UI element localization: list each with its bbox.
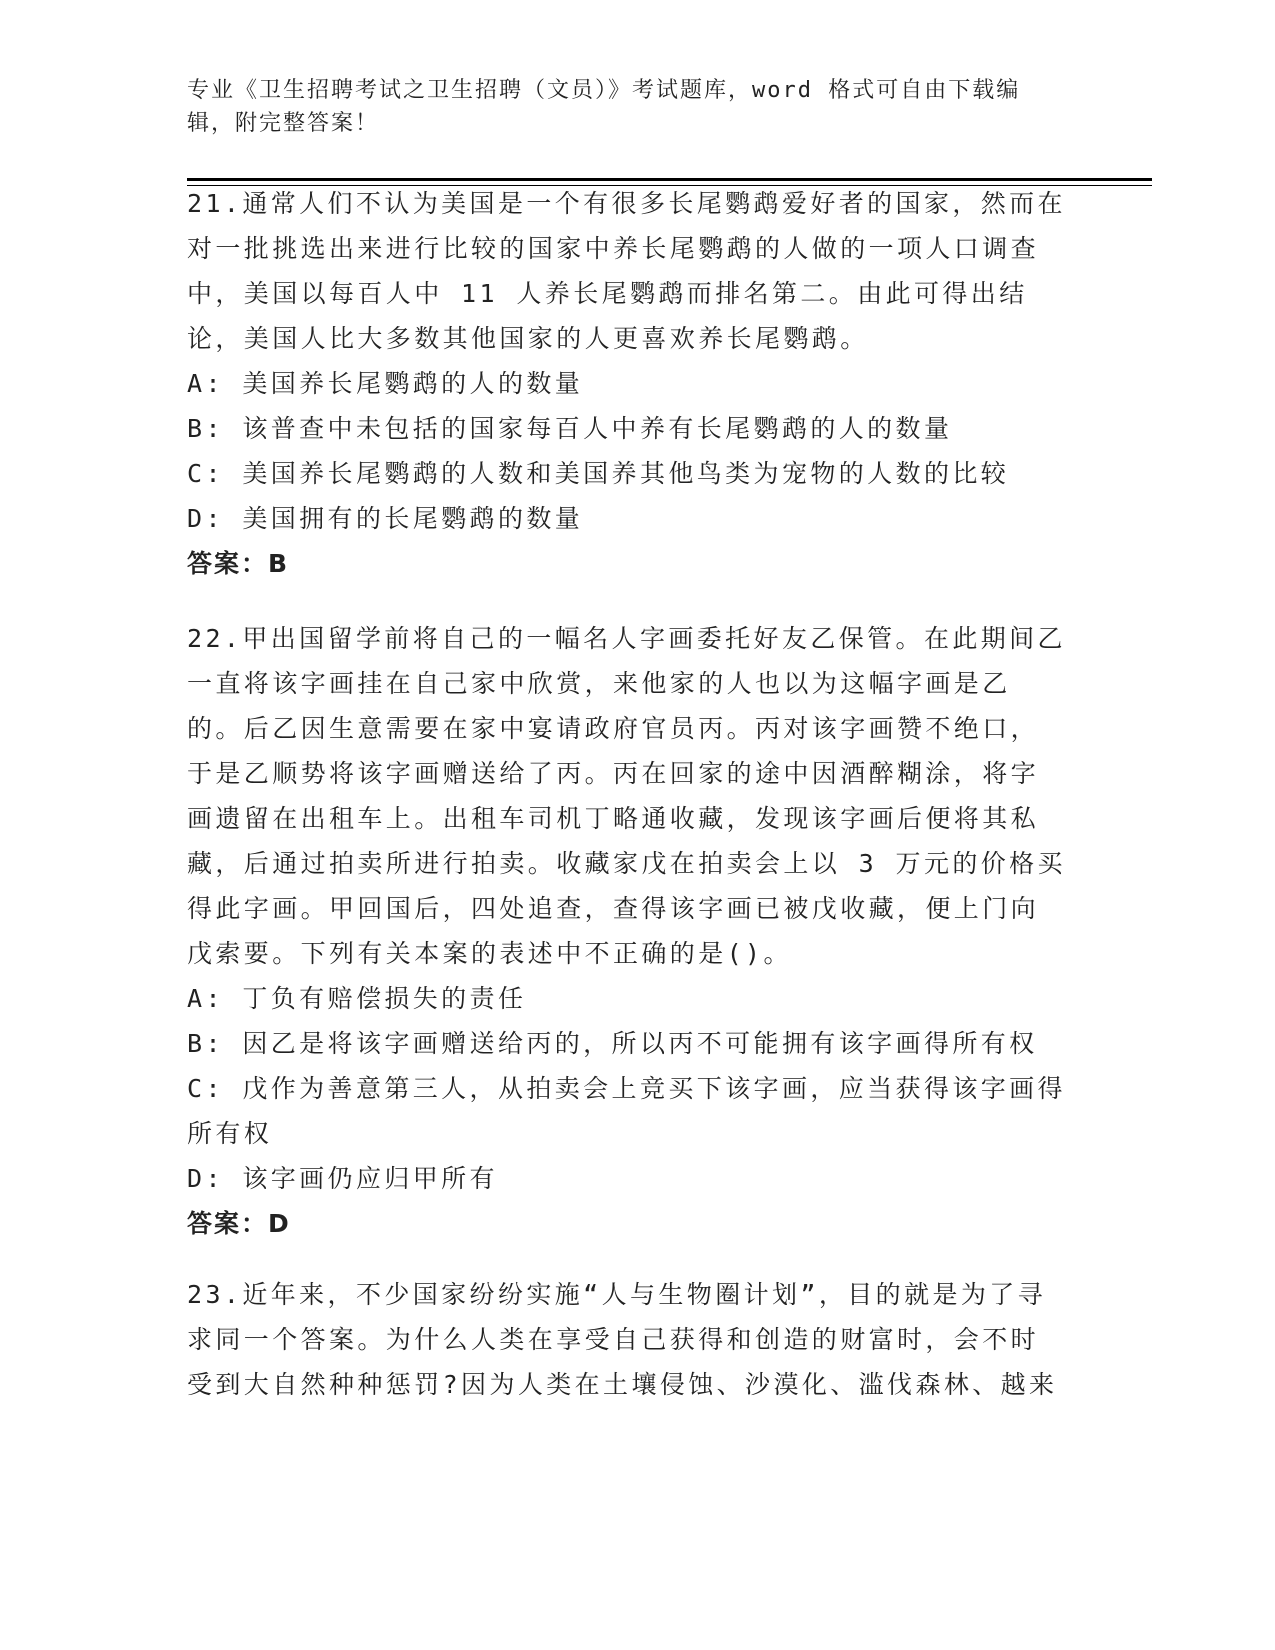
option-d: D: 该字画仍应归甲所有: [187, 1164, 498, 1193]
question-text: 甲出国留学前将自己的一幅名人字画委托好友乙保管。在此期间乙一直将该字画挂在自己家中欣赏，来他家的人也以为这幅字画是乙的。后乙因生意需要在家中宴请政府官员丙。丙对该字画赞不绝口，于是乙顺势将该字画赠送给了丙。丙在回家的途中因酒醉糊涂，将字画遗留在出租车上。出租车司机丁略通收藏，发现该字画后便将其私藏，后通过拍卖所进行拍卖。收藏家戊在拍卖会上以 3 万元的价格买得此字画。甲回国后，四处追查，查得该字画已被戊收藏，便上门向戊索要。下列有关本案的表述中不正确的是()。: [187, 624, 1066, 968]
option-c: C: 戊作为善意第三人，从拍卖会上竞买下该字画，应当获得该字画得所有权: [187, 1074, 1066, 1148]
document-header: [187, 74, 1067, 140]
answer: 答案：B: [187, 549, 290, 578]
option-a: A: 美国养长尾鹦鹉的人的数量: [187, 369, 584, 398]
question-text: 通常人们不认为美国是一个有很多长尾鹦鹉爱好者的国家，然而在对一批挑选出来进行比较的国家中养长尾鹦鹉的人做的一项人口调查中，美国以每百人中 11 人养长尾鹦鹉而排名第二。由此可得出结论，美国人比大多数其他国家的人更喜欢养长尾鹦鹉。: [187, 189, 1066, 353]
question-stem: [187, 616, 1067, 976]
option-c: C: 美国养长尾鹦鹉的人数和美国养其他鸟类为宠物的人数的比较: [187, 459, 1010, 488]
option-b: B: 该普查中未包括的国家每百人中养有长尾鹦鹉的人的数量: [187, 414, 953, 443]
question-number: 21.: [187, 189, 243, 218]
option-a: A: 丁负有赔偿损失的责任: [187, 984, 527, 1013]
question-number: 23.: [187, 1280, 243, 1309]
option-d: D: 美国拥有的长尾鹦鹉的数量: [187, 504, 584, 533]
header-text: 专业《卫生招聘考试之卫生招聘（文员）》考试题库，word 格式可自由下载编辑，附完整答案！: [187, 78, 1021, 136]
option-b: B: 因乙是将该字画赠送给丙的，所以丙不可能拥有该字画得所有权: [187, 1029, 1038, 1058]
answer: 答案：D: [187, 1209, 291, 1238]
question-21: [187, 181, 1067, 586]
question-stem: [187, 1272, 1067, 1407]
question-22: [187, 616, 1067, 1246]
question-stem: [187, 181, 1067, 361]
question-number: 22.: [187, 624, 243, 653]
question-23: [187, 1272, 1067, 1407]
question-text: 近年来，不少国家纷纷实施“人与生物圈计划”，目的就是为了寻求同一个答案。为什么人类在享受自己获得和创造的财富时，会不时受到大自然种种惩罚?因为人类在土壤侵蚀、沙漠化、滥伐森林、越来: [187, 1280, 1058, 1399]
